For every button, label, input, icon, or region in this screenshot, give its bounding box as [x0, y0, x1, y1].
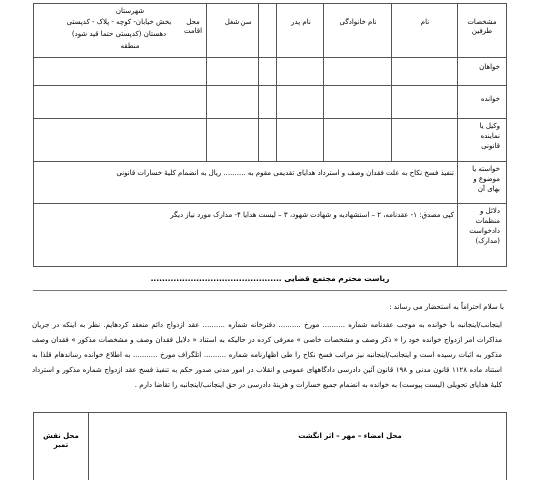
greeting: با سلام احتراماً به استحضار می رساند : [389, 303, 504, 311]
header-address-line2: بخش خیابان- کوچه - پلاک - کدپستی [66, 18, 172, 26]
header-father-name: نام پدر [291, 18, 311, 26]
header-last-name: نام خانوادگی [339, 18, 377, 26]
claim-text: تنفیذ فسخ نکاح به علت فقدان وصف و استرداد هدایای تقدیمی مقوم به .......... ریال به انضمام کلیهٔ خسارات قانونی [116, 169, 454, 177]
header-job: شغل [224, 18, 240, 26]
stamp-area: محل نقش تمبر [43, 432, 79, 450]
signature-area: محل امضاء – مهر – اثر انگشت [298, 432, 402, 440]
row-plaintiff-label: خواهان [479, 63, 500, 71]
header-residence-label: محل اقامت [183, 18, 203, 36]
header-parties: مشخصات طرفین [467, 18, 497, 36]
row-attorney-label: وکیل یا نماینده قانونی [479, 122, 500, 151]
row-defendant-label: خوانده [480, 95, 500, 103]
header-address-line3: دهستان (کدپستی حتما قید شود) [71, 30, 167, 38]
petition-paragraph: اینجانب/اینجانبه با خوانده به موجب عقدنامه شماره .......... مورخ .......... دفترخانه شماره .......... عقد ازدواج دائم منعقد کردهایم. نظر به اینکه در جریان مذاکرات امر ازدواج خوانده خود را « ذکر وصف و مشخصات خاصی » معرفی کرده در حالیکه به استناد « دلایل فقدان وصف و مشخصات مذکور » فقدان وصف مذکور به اثبات رسیده است و اینجانب/اینجانبه نیز مراتب فسخ نکاح را طی اظهارنامه شماره .......... اتلگراف مورخ ........... به اطلاع خوانده رساندهام قلذا به استناد ماده ۱۱۲۸ قانون مدنی و ۱۹۸ قانون آئین دادرسی دادگاههای عمومی و انقلاب در امور مدنی صدور حکم به تنفیذ فسخ عقد ازدواج شماره مذکور و استرداد کلیهٔ هدایای تحویلی (لیست پیوست) به خوانده به انضمام جمیع خسارات و هزینهٔ دادرسی در حق اینجانب/اینجانبه را تقاضا دارم . [32, 321, 502, 389]
court-title: ریاست محترم مجتمع قضایی .............................................. [150, 274, 390, 283]
row-claim-label: خواسته یا موضوع و بهای آن [472, 165, 500, 194]
row-evidence-label: دلائل و منظمات دادخواست (مدارک) [469, 207, 500, 246]
header-first-name: نام [420, 18, 430, 26]
footer-box [33, 412, 507, 480]
header-address-line4: منطقه [120, 42, 140, 50]
header-address-line1: شهرستان [115, 7, 145, 15]
evidence-text: کپی مصدق: ۱- عقدنامه، ۲ – استشهادیه و شهادت شهود، ۳ – لیست هدایا ۴- مدارک مورد نیاز دیگر [170, 211, 454, 219]
header-age: سن [240, 18, 252, 26]
